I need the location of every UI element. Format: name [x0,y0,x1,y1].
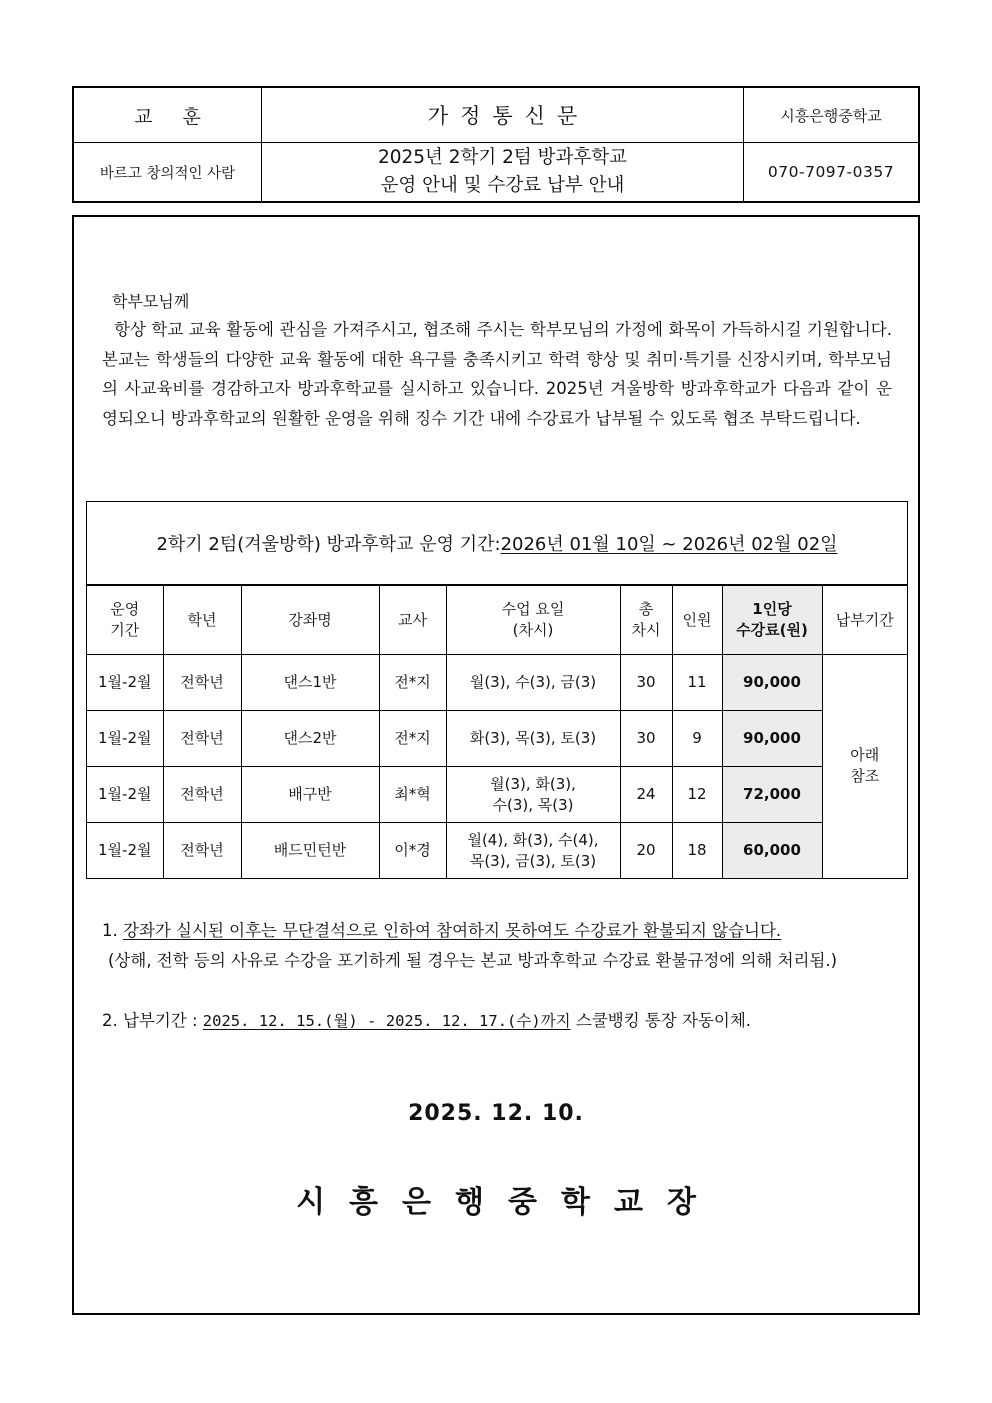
col-fee: 1인당 수강료(원) [722,586,822,655]
col-grade: 학년 [163,586,241,655]
note-refund-text: 강좌가 실시된 이후는 무단결석으로 인하여 참여하지 못하여도 수강료가 환불되지 않습니다. [123,921,782,940]
note-refund: 1. 강좌가 실시된 이후는 무단결석으로 인하여 참여하지 못하여도 수강료가 환불되지 않습니다. [102,921,782,940]
cell-course: 배드민턴반 [241,823,379,879]
cell-fee: 90,000 [722,655,822,711]
cell-count: 18 [672,823,722,879]
cell-count: 12 [672,767,722,823]
period-label: 2학기 2텀(겨울방학) 방과후학교 운영 기간: [156,534,501,555]
cell-fee: 90,000 [722,711,822,767]
cell-total: 20 [620,823,672,879]
table-header-row [87,586,907,655]
cell-course: 댄스2반 [241,711,379,767]
cell-teacher: 전*지 [379,711,446,767]
school-phone: 070-7097-0357 [767,163,895,181]
letter-date: 2025. 12. 10. [408,1101,584,1126]
cell-payment: 아래 참조 [822,655,907,879]
school-motto: 바르고 창의적인 사람 [74,143,262,201]
letter-subject [262,143,744,201]
table-row [87,767,907,823]
cell-grade: 전학년 [163,655,241,711]
principal-signature: 시흥은행중학교장 [296,1185,720,1220]
school-name: 시흥은행중학교 [744,88,918,143]
cell-count: 9 [672,711,722,767]
cell-total: 30 [620,655,672,711]
cell-days: 화(3), 목(3), 토(3) [446,711,620,767]
cell-grade: 전학년 [163,767,241,823]
course-table [87,585,907,879]
cell-grade: 전학년 [163,823,241,879]
intro-paragraph [102,315,892,433]
col-course: 강좌명 [241,586,379,655]
cell-teacher: 전*지 [379,655,446,711]
cell-fee: 60,000 [722,823,822,879]
col-count: 인원 [672,586,722,655]
cell-course: 배구반 [241,767,379,823]
cell-period: 1월-2월 [87,655,163,711]
cell-course: 댄스1반 [241,655,379,711]
col-days: 수업 요일 (차시) [446,586,620,655]
subject-line-1: 2025년 2학기 2텀 방과후학교 [377,147,628,168]
table-row [87,655,907,711]
col-payment: 납부기간 [822,586,907,655]
page-title: 가정통신문 [262,88,744,143]
note-payment: 2. 납부기간 : 2025. 12. 15.(월) - 2025. 12. 17.(수)까지 스쿨뱅킹 통장 자동이체. [102,1011,752,1030]
cell-teacher: 이*경 [379,823,446,879]
cell-fee: 72,000 [722,767,822,823]
cell-period: 1월-2월 [87,711,163,767]
cell-count: 11 [672,655,722,711]
payment-range: 2025. 12. 15.(월) - 2025. 12. 17.(수)까지 [202,1012,571,1030]
motto-label: 교훈 [74,88,262,143]
cell-days: 월(4), 화(3), 수(4), 목(3), 금(3), 토(3) [446,823,620,879]
intro-text: 항상 학교 교육 활동에 관심을 가져주시고, 협조해 주시는 학부모님의 가정에 화목이 가득하시길 기원합니다. 본교는 학생들의 다양한 교육 활동에 대한 욕구를 충족시키고 학력 향상 및 취미·특기를 신장시키며, 학부모님의 사교육비를 경감하고자 방과후학교를 실시하고 있습니다. 2025년 겨울방학 방과후학교가 다음과 같이 운영되오니 방과후학교의 원활한 운영을 위해 징수 기간 내에 수강료가 납부될 수 있도록 협조 부탁드립니다. [102,320,892,428]
cell-days: 월(3), 수(3), 금(3) [446,655,620,711]
table-row [87,823,907,879]
note-refund-detail: (상해, 전학 등의 사유로 수강을 포기하게 될 경우는 본교 방과후학교 수강료 환불규정에 의해 처리됨.) [108,951,838,970]
col-teacher: 교사 [379,586,446,655]
operation-period [87,502,907,585]
cell-grade: 전학년 [163,711,241,767]
cell-total: 24 [620,767,672,823]
cell-teacher: 최*혁 [379,767,446,823]
letter-header [72,86,920,203]
period-range: 2026년 01월 10일 ~ 2026년 02월 02일 [500,534,838,555]
col-total: 총 차시 [620,586,672,655]
subject-line-2: 운영 안내 및 수강료 납부 안내 [380,175,625,196]
col-period: 운영 기간 [87,586,163,655]
cell-days: 월(3), 화(3), 수(3), 목(3) [446,767,620,823]
greeting: 학부모님께 [112,292,190,311]
cell-total: 30 [620,711,672,767]
schedule-table [86,501,908,879]
cell-period: 1월-2월 [87,823,163,879]
table-row [87,711,907,767]
letter-body [72,215,920,1315]
cell-period: 1월-2월 [87,767,163,823]
